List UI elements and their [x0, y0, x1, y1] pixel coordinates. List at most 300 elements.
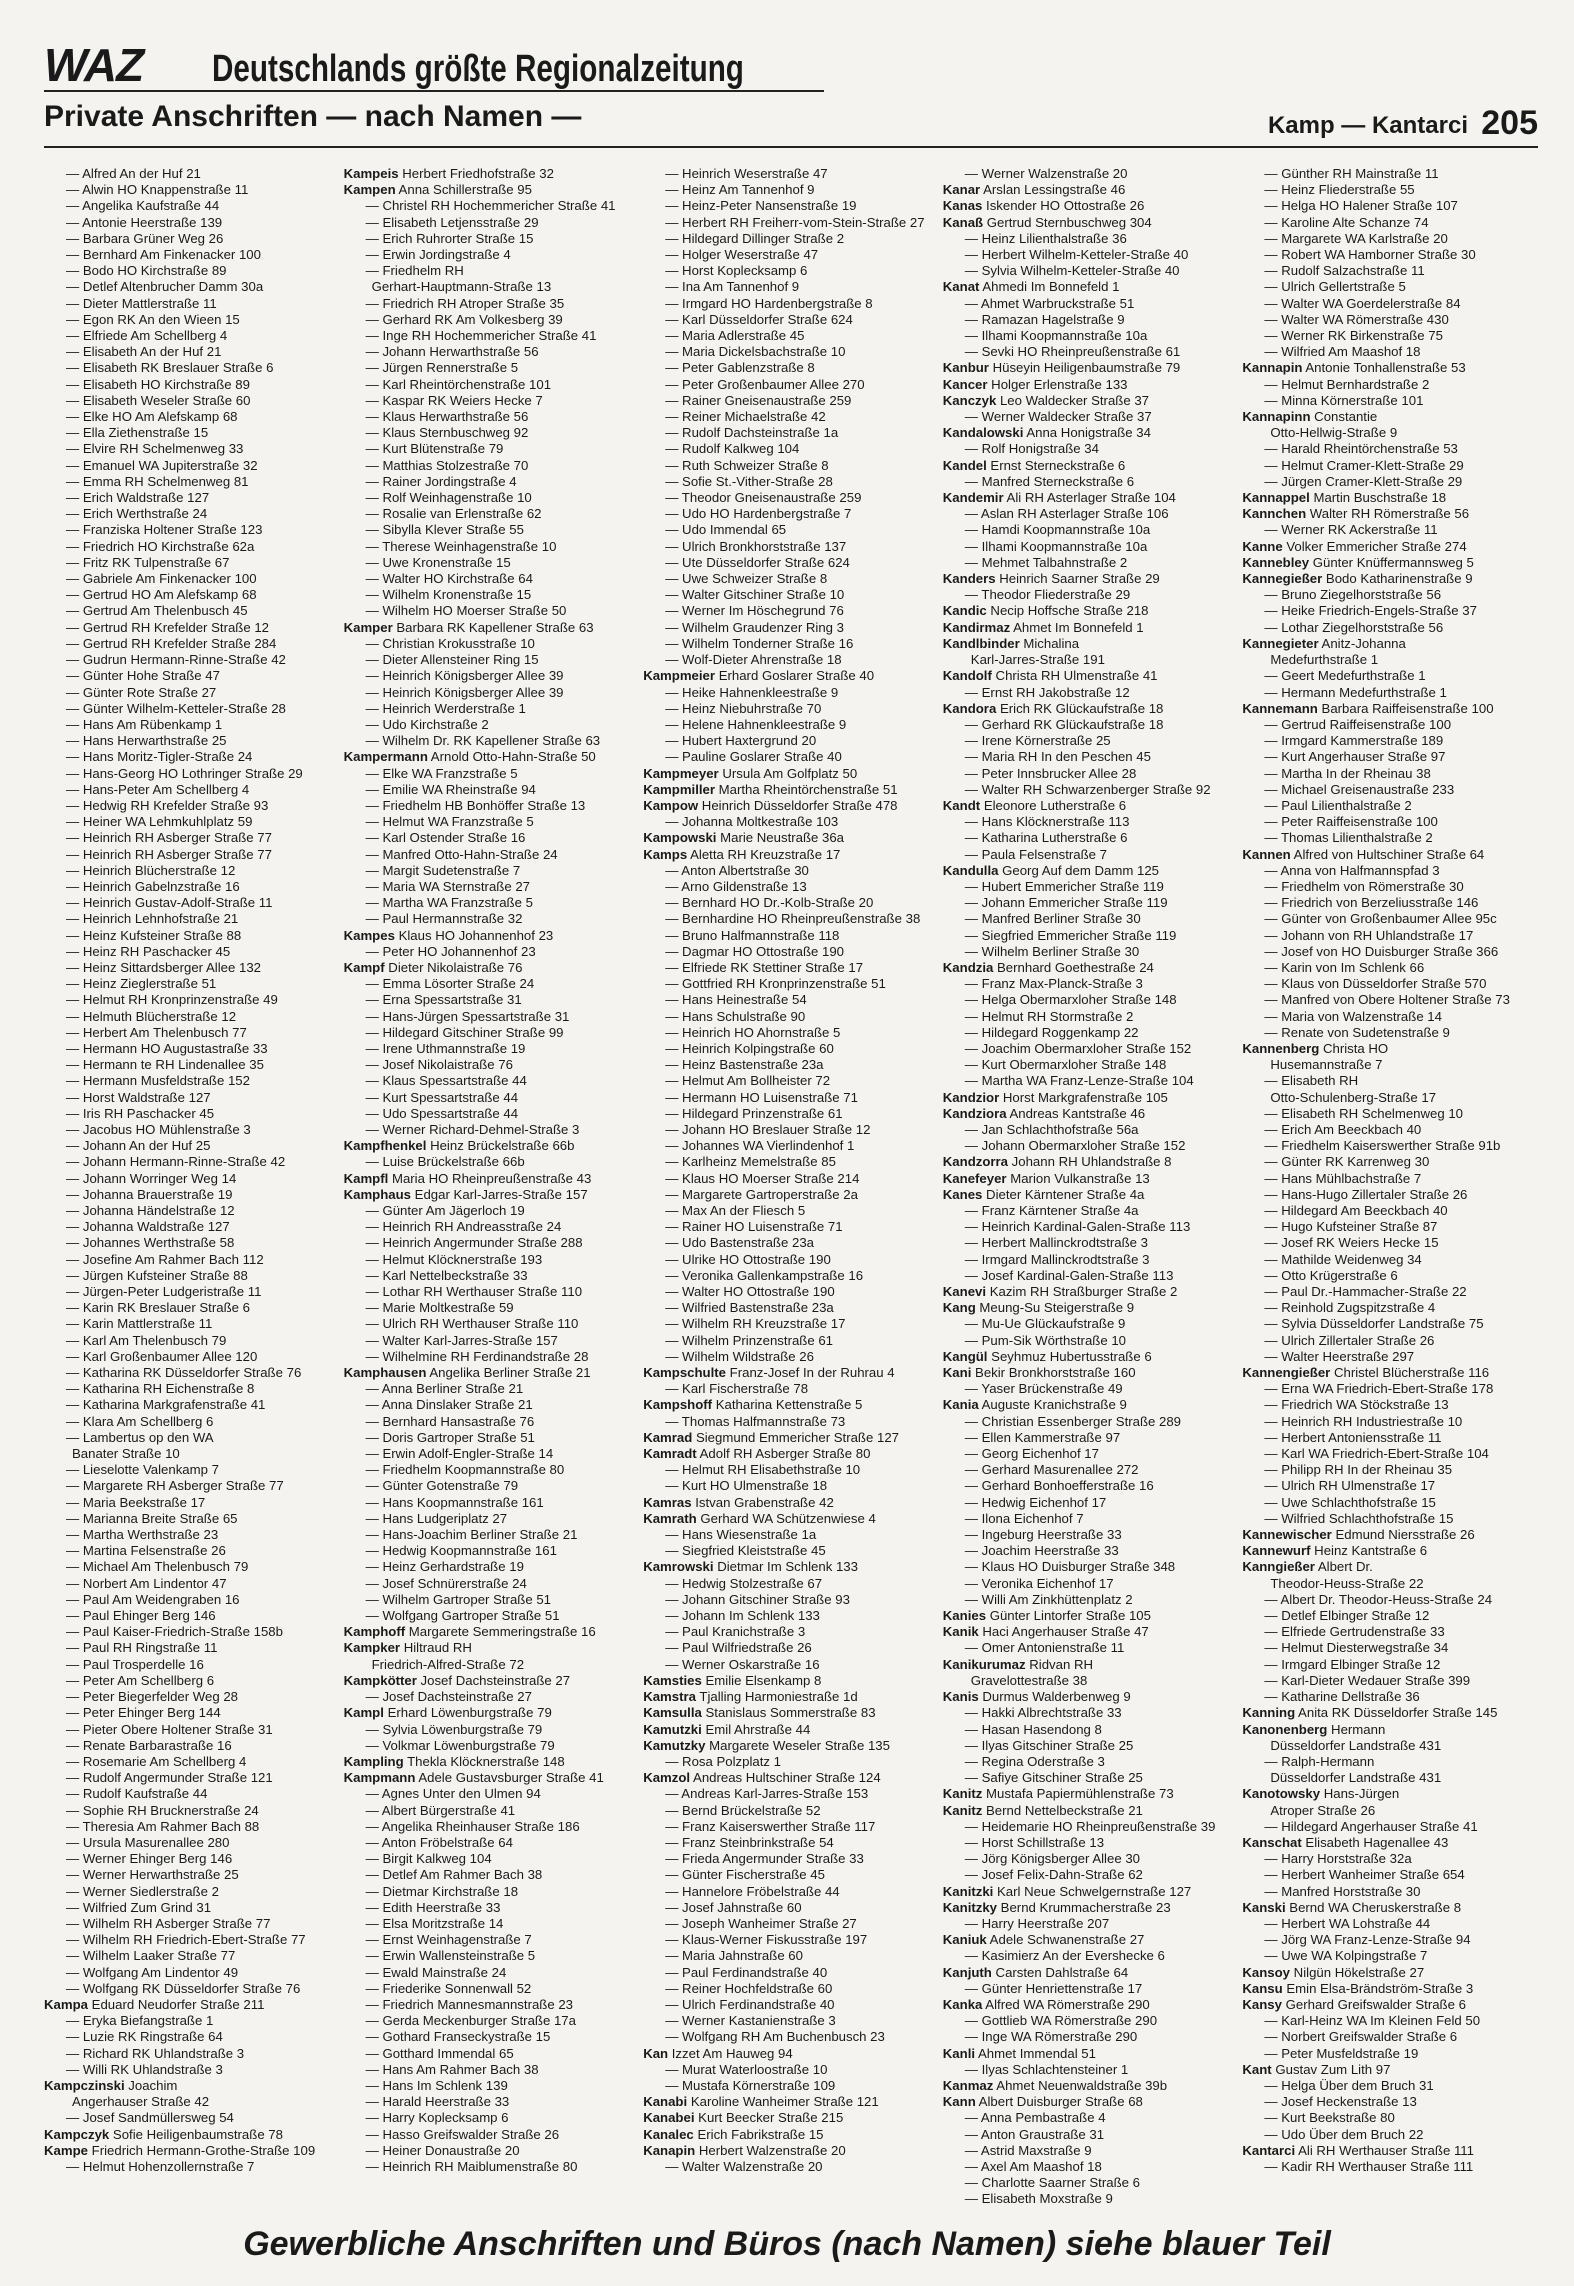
listing-entry: — Udo Bastenstraße 23a — [665, 1235, 814, 1251]
listing-entry: Kampe Friedrich Hermann-Grothe-Straße 109 — [44, 2142, 316, 2158]
listing-entry: — Karin RK Breslauer Straße 6 — [66, 1300, 250, 1316]
listing-entry: Kamps Aletta RH Kreuzstraße 17 — [643, 846, 841, 862]
listing-entry: Kamsulla Stanislaus Sommerstraße 83 — [643, 1705, 876, 1721]
listing-entry: — Josefine Am Rahmer Bach 112 — [66, 1251, 264, 1267]
listing-entry: — Günter RK Karrenweg 30 — [1264, 1154, 1430, 1170]
listing-entry: Kansu Emin Elsa-Brändström-Straße 3 — [1242, 1980, 1474, 1996]
listing-entry: — Gerhard Masurenallee 272 — [964, 1462, 1139, 1478]
listing-entry: — Detlef Elbinger Straße 12 — [1264, 1608, 1430, 1624]
listing-entry: — Johanna Waldstraße 127 — [66, 1219, 230, 1235]
listing-entry: — Max An der Fliesch 5 — [665, 1203, 806, 1218]
listing-entry: — Hermann HO Augustastraße 33 — [66, 1040, 268, 1056]
listing-entry: — Jörg WA Franz-Lenze-Straße 94 — [1264, 1932, 1471, 1948]
listing-entry: — Michael Greisenaustraße 233 — [1264, 781, 1455, 797]
listing-entry: — Hildegard Dillinger Straße 2 — [665, 230, 845, 246]
listing-entry: — Helmut Cramer-Klett-Straße 29 — [1264, 457, 1464, 473]
listing-entry: — Heinrich HO Ahornstraße 5 — [665, 1024, 841, 1040]
listing-entry: — Rainer Jordingstraße 4 — [365, 473, 517, 489]
listing-entry: Kannengießer Christel Blücherstraße 116 — [1242, 1365, 1490, 1381]
listing-entry: Kanat Ahmedi Im Bonnefeld 1 — [942, 279, 1120, 295]
listing-entry: — Helene Hahnenkleestraße 9 — [665, 716, 847, 732]
listing-entry: — Aslan RH Asterlager Straße 106 — [964, 506, 1169, 522]
listing-entry: — Hans-Joachim Berliner Straße 21 — [365, 1527, 578, 1543]
listing-entry: — Hans Klöcknerstraße 113 — [964, 814, 1130, 830]
listing-entry: — Helmuth Blücherstraße 12 — [66, 1008, 237, 1024]
listing-entry: — Barbara Grüner Weg 26 — [66, 230, 224, 246]
listing-entry: — Hermann HO Luisenstraße 71 — [665, 1089, 858, 1105]
listing-entry: — Helmut Am Bollheister 72 — [665, 1073, 831, 1089]
listing-entry: — Karin von Im Schlenk 66 — [1264, 959, 1425, 975]
listing-entry: Kamphaus Edgar Karl-Jarres-Straße 157 — [343, 1186, 588, 1202]
listing-entry: — Kadir RH Werthauser Straße 111 — [1264, 2158, 1474, 2174]
listing-entry: — Horst Waldstraße 127 — [66, 1089, 211, 1105]
listing-entry: — Luise Brückelstraße 66b — [365, 1154, 525, 1170]
listing-entry: — Gertrud Raiffeisenstraße 100 — [1264, 716, 1452, 732]
listing-entry: — Mathilde Weidenweg 34 — [1264, 1251, 1422, 1267]
listing-entry: — Detlef Altenbrucher Damm 30a — [66, 279, 264, 295]
listing-entry: — Hans-Jürgen Spessartstraße 31 — [365, 1008, 570, 1024]
listing-entry: — Karl-Heinz WA Im Kleinen Feld 50 — [1264, 2013, 1481, 2029]
listing-entry: Medefurthstraße 1 — [1270, 652, 1379, 668]
listing-entry: — Johanna Brauerstraße 19 — [66, 1186, 233, 1202]
listing-entry: — Edith Heerstraße 33 — [365, 1899, 501, 1915]
listing-entry: — Josef Sandmüllersweg 54 — [66, 2110, 234, 2126]
listing-entry: — Ingeburg Heerstraße 33 — [964, 1527, 1122, 1543]
listing-entry: Kannebley Günter Knüffermannsweg 5 — [1242, 554, 1474, 570]
listing-entry: — Heinrich Angermunder Straße 288 — [365, 1235, 583, 1251]
listing-entry: — Hubert Emmericher Straße 119 — [964, 878, 1164, 894]
listing-entry: — Herbert Wilhelm-Ketteler-Straße 40 — [964, 247, 1189, 263]
listing-entry: — Ulrich RH Werthauser Straße 110 — [365, 1316, 579, 1332]
listing-entry: Kanbur Hüseyin Heiligenbaumstraße 79 — [942, 360, 1181, 376]
listing-entry: — Marie Moltkestraße 59 — [365, 1300, 514, 1316]
listing-entry: — Johann Emmericher Straße 119 — [964, 895, 1168, 911]
listing-entry: — Ilhami Koopmannstraße 10a — [964, 328, 1148, 344]
listing-entry: — Siegfried Emmericher Straße 119 — [964, 927, 1177, 943]
listing-entry: — Ella Ziethenstraße 15 — [66, 425, 209, 441]
listing-entry: Kampow Heinrich Düsseldorfer Straße 478 — [643, 797, 898, 813]
listing-entry: — Theodor Fliederstraße 29 — [964, 587, 1131, 603]
listing-entry: — Wilfried Bastenstraße 23a — [665, 1300, 834, 1316]
listing-entry: — Elisabeth Moxstraße 9 — [964, 2191, 1113, 2207]
listing-entry: — Elisabeth Weseler Straße 60 — [66, 392, 251, 408]
listing-entry: — Helga Über dem Bruch 31 — [1264, 2077, 1434, 2093]
listing-entry: — Robert WA Hamborner Straße 30 — [1264, 247, 1476, 263]
listing-entry: — Heinrich Blücherstraße 12 — [66, 862, 236, 878]
listing-entry: Kamrad Siegmund Emmericher Straße 127 — [643, 1429, 899, 1445]
listing-entry: — Martha Werthstraße 23 — [66, 1527, 219, 1543]
listing-entry: — Therese Weinhagenstraße 10 — [365, 538, 557, 554]
listing-entry: — Werner Ehinger Berg 146 — [66, 1851, 233, 1867]
name-range: Kamp — Kantarci — [1267, 112, 1468, 139]
listing-entry: — Anton Fröbelstraße 64 — [365, 1834, 513, 1850]
listing-entry: — Jacobus HO Mühlenstraße 3 — [66, 1121, 251, 1137]
listing-entry: — Manfred Horststraße 30 — [1264, 1883, 1421, 1899]
listing-entry: — Gabriele Am Finkenacker 100 — [66, 571, 257, 587]
listing-entry: Kanitz Bernd Nettelbeckstraße 21 — [942, 1802, 1143, 1818]
listing-entry: — Heinrich RH Asberger Straße 77 — [66, 846, 272, 862]
listing-entry: — Herbert Antoniensstraße 11 — [1264, 1429, 1442, 1445]
listing-entry: — Heike Friedrich-Engels-Straße 37 — [1264, 603, 1477, 619]
listing-entry: — Peter Innsbrucker Allee 28 — [964, 765, 1137, 781]
listing-entry: — Werner Kastanienstraße 3 — [665, 2013, 836, 2029]
listing-entry: Kannchen Walter RH Römerstraße 56 — [1242, 506, 1470, 522]
listing-entry: Kampes Klaus HO Johannenhof 23 — [343, 927, 554, 943]
listing-entry: Kannewurf Heinz Kantstraße 6 — [1242, 1543, 1428, 1559]
listing-entry: — Heinz Niebuhrstraße 70 — [665, 700, 822, 716]
listing-entry: Kanjuth Carsten Dahlstraße 64 — [942, 1964, 1129, 1980]
listing-entry: — Gerda Meckenburger Straße 17a — [365, 2013, 576, 2029]
listing-entry: — Hans Am Rahmer Bach 38 — [365, 2061, 539, 2077]
listing-column — [344, 166, 640, 2196]
listing-entry: — Helmut RH Elisabethstraße 10 — [665, 1462, 861, 1478]
listing-entry: — Erich Waldstraße 127 — [66, 490, 210, 506]
listing-entry: Gerhart-Hauptmann-Straße 13 — [371, 279, 552, 295]
listing-entry: — Werner RK Birkenstraße 75 — [1264, 328, 1443, 344]
listing-entry: — Doris Gartroper Straße 51 — [365, 1429, 535, 1445]
listing-entry: — Friedrich Mannesmannstraße 23 — [365, 1996, 574, 2012]
listing-entry: — Ruth Schweizer Straße 8 — [665, 457, 829, 473]
listing-entry: — Bernhard Hansastraße 76 — [365, 1413, 535, 1429]
listing-entry: — Ramazan Hagelstraße 9 — [964, 311, 1125, 327]
listing-entry: — Axel Am Maashof 18 — [964, 2158, 1102, 2174]
listing-entry: Kampker Hiltraud RH — [343, 1640, 472, 1656]
listing-entry: Kamrowski Dietmar Im Schlenk 133 — [643, 1559, 858, 1575]
listing-entry: Kaniuk Adele Schwanenstraße 27 — [942, 1932, 1145, 1948]
listing-entry: — Rainer Gneisenaustraße 259 — [665, 392, 852, 408]
listing-entry: — Josef Heckenstraße 13 — [1264, 2094, 1417, 2110]
listing-entry: — Karlheinz Memelstraße 85 — [665, 1154, 836, 1170]
listing-entry: — Werner Richard-Dehmel-Straße 3 — [365, 1121, 580, 1137]
listing-entry: Kampen Anna Schillerstraße 95 — [343, 182, 532, 198]
listing-entry: Kanitz Mustafa Papiermühlenstraße 73 — [942, 1786, 1174, 1802]
listing-entry: Kanka Alfred WA Römerstraße 290 — [942, 1996, 1150, 2012]
listing-entry: — Bernd Brückelstraße 52 — [665, 1802, 821, 1818]
listing-entry: Kandolf Christa RH Ulmenstraße 41 — [942, 668, 1158, 684]
listing-entry: — Martha WA Franz-Lenze-Straße 104 — [964, 1073, 1194, 1089]
listing-entry: — Elisabeth An der Huf 21 — [66, 344, 222, 360]
listing-entry: — Sofie St.-Vither-Straße 28 — [665, 473, 833, 489]
listing-entry: — Hermann te RH Lindenallee 35 — [66, 1057, 264, 1073]
listing-entry: Kanne Volker Emmericher Straße 274 — [1242, 538, 1467, 554]
listing-entry: Kandzia Bernhard Goethestraße 24 — [942, 959, 1154, 975]
listing-entry: — Ahmet Warbruckstraße 51 — [964, 295, 1135, 311]
listing-entry: — Elisabeth RH — [1264, 1073, 1359, 1089]
listing-entry: — Katharina RH Eichenstraße 8 — [66, 1381, 255, 1397]
listing-entry: — Heinz Kufsteiner Straße 88 — [66, 927, 242, 943]
listing-entry: — Rosalie van Erlenstraße 62 — [365, 506, 542, 522]
listing-entry: — Hugo Kufsteiner Straße 87 — [1264, 1219, 1438, 1235]
listing-entry: Kanik Haci Angerhauser Straße 47 — [942, 1624, 1149, 1640]
listing-entry: Kanabi Karoline Wanheimer Straße 121 — [643, 2094, 879, 2110]
listing-entry: — Johann An der Huf 25 — [66, 1138, 211, 1154]
listing-entry: — Anna Dinslaker Straße 21 — [365, 1397, 533, 1413]
listing-entry: — Gotthard Immendal 65 — [365, 2045, 514, 2061]
listing-entry: Düsseldorfer Landstraße 431 — [1270, 1770, 1442, 1786]
listing-entry: — Hedwig Koopmannstraße 161 — [365, 1543, 557, 1559]
listing-entry: — Harry Koplecksamp 6 — [365, 2110, 509, 2126]
listing-entry: — Emanuel WA Jupiterstraße 32 — [66, 457, 258, 473]
listing-entry: — Werner Herwarthstraße 25 — [66, 1867, 239, 1883]
listing-entry: — Kurt Obermarxloher Straße 148 — [964, 1057, 1167, 1073]
listing-entry: — Renate von Sudetenstraße 9 — [1264, 1024, 1450, 1040]
listing-entry: — Wolfgang Gartroper Straße 51 — [365, 1608, 560, 1624]
listing-entry: — Hamdi Koopmannstraße 10a — [964, 522, 1151, 538]
listing-entry: — Harald Heerstraße 33 — [365, 2094, 510, 2110]
listing-entry: — Hermann Musfeldstraße 152 — [66, 1073, 250, 1089]
listing-entry: — Ulrich RH Ulmenstraße 17 — [1264, 1478, 1436, 1494]
listing-entry: — Joachim Obermarxloher Straße 152 — [964, 1040, 1192, 1056]
listing-entry: — Hedwig Eichenhof 17 — [964, 1494, 1107, 1510]
listing-entry: — Josef Schnürerstraße 24 — [365, 1575, 527, 1591]
listing-entry: Kampfhenkel Heinz Brückelstraße 66b — [343, 1138, 575, 1154]
listing-entry: — Reiner Hochfeldstraße 60 — [665, 1980, 833, 1996]
listing-entry: — Bruno Ziegelhorststraße 56 — [1264, 587, 1442, 603]
listing-entry: Kamphausen Angelika Berliner Straße 21 — [343, 1365, 591, 1381]
listing-entry: — Hakki Albrechtstraße 33 — [964, 1705, 1122, 1721]
listing-entry: — Wolf-Dieter Ahrenstraße 18 — [665, 652, 842, 668]
listing-entry: Kan Izzet Am Hauweg 94 — [643, 2045, 793, 2061]
listing-entry: — Kurt HO Ulmenstraße 18 — [665, 1478, 828, 1494]
listing-entry: — Erwin Wallensteinstraße 5 — [365, 1948, 536, 1964]
listing-entry: — Walter RH Schwarzenberger Straße 92 — [964, 781, 1211, 797]
listing-entry: — Paul Trosperdelle 16 — [66, 1656, 204, 1672]
listing-entry: — Helmut Klöcknerstraße 193 — [365, 1251, 543, 1267]
listing-entry: Kamrath Gerhard WA Schützenwiese 4 — [643, 1510, 876, 1526]
listing-column — [942, 166, 1239, 2207]
listing-entry: Kamutzky Margarete Weseler Straße 135 — [643, 1737, 890, 1753]
listing-entry: — Agnes Unter den Ulmen 94 — [365, 1786, 541, 1802]
listing-entry: — Veronika Eichenhof 17 — [964, 1575, 1114, 1591]
listing-entry: — Wilhelm Berliner Straße 30 — [964, 943, 1140, 959]
listing-entry: — Willi Am Zinkhüttenplatz 2 — [964, 1591, 1133, 1607]
listing-entry: — Ina Am Tannenhof 9 — [665, 279, 800, 295]
listing-entry: — Emilie WA Rheinstraße 94 — [365, 781, 536, 797]
listing-entry: Kanngießer Albert Dr. — [1242, 1559, 1373, 1575]
listing-entry: — Horst Koplecksamp 6 — [665, 263, 808, 279]
listing-entry: — Johannes WA Vierlindenhof 1 — [665, 1138, 855, 1154]
listing-entry: — Wolfgang Am Lindentor 49 — [66, 1964, 239, 1980]
listing-entry: — Heinz Gerhardstraße 19 — [365, 1559, 524, 1575]
listing-entry: — Karl Düsseldorfer Straße 624 — [665, 311, 853, 327]
footer-note: Gewerbliche Anschriften und Büros (nach Namen) siehe blauer Teil — [243, 2225, 1331, 2263]
listing-entry: — Udo Kirchstraße 2 — [365, 716, 489, 732]
listing-entry: — Marianna Breite Straße 65 — [66, 1510, 238, 1526]
listing-entry: — Anton Graustraße 31 — [964, 2126, 1105, 2142]
listing-entry: — Uwe WA Kolpingstraße 7 — [1264, 1948, 1428, 1964]
listing-entry: — Norbert Am Lindentor 47 — [66, 1575, 227, 1591]
listing-entry: — Friedrich RH Atroper Straße 35 — [365, 295, 565, 311]
listing-entry: — Kurt Blütenstraße 79 — [365, 441, 504, 457]
listing-entry: — Hildegard Angerhauser Straße 41 — [1264, 1818, 1478, 1834]
listing-entry: — Gottfried RH Kronprinzenstraße 51 — [665, 976, 886, 992]
listing-entry: — Ilona Eichenhof 7 — [964, 1510, 1084, 1526]
listing-entry: — Heinz-Peter Nansenstraße 19 — [665, 198, 857, 214]
listing-entry: — Ulrike HO Ottostraße 190 — [665, 1251, 831, 1267]
listing-entry: — Walter HO Kirchstraße 64 — [365, 571, 533, 587]
listing-entry: — Angelika Rheinhauser Straße 186 — [365, 1818, 580, 1834]
listing-entry: — Friedhelm RH — [365, 263, 464, 279]
listing-entry: — Hans-Peter Am Schellberg 4 — [66, 781, 250, 797]
listing-entry: — Murat Waterloostraße 10 — [665, 2061, 828, 2077]
listing-entry: — Martina Felsenstraße 26 — [66, 1543, 226, 1559]
listing-entry: — Elisabeth RK Breslauer Straße 6 — [66, 360, 274, 376]
listing-entry: — Sylvia Löwenburgstraße 79 — [365, 1721, 543, 1737]
listing-entry: — Erich Am Beeckbach 40 — [1264, 1121, 1422, 1137]
listing-entry: — Karl Nettelbeckstraße 33 — [365, 1267, 528, 1283]
listing-entry: — Lothar RH Werthauser Straße 110 — [365, 1284, 583, 1300]
listing-entry: — Johann Gitschiner Straße 93 — [665, 1591, 850, 1607]
listing-entry: — Helmut RH Stormstraße 2 — [964, 1008, 1134, 1024]
listing-entry: — Mu-Ue Glückaufstraße 9 — [964, 1316, 1126, 1332]
listing-entry: — Klaus Spessartstraße 44 — [365, 1073, 527, 1089]
listing-entry: — Renate Barbarastraße 16 — [66, 1737, 232, 1753]
listing-entry: Kansoy Nilgün Hökelstraße 27 — [1242, 1964, 1425, 1980]
listing-entry: — Erwin Adolf-Engler-Straße 14 — [365, 1446, 554, 1462]
listing-entry: Gravelottestraße 38 — [970, 1672, 1088, 1688]
listing-entry: — Matthias Stolzestraße 70 — [365, 457, 529, 473]
directory-listing — [44, 166, 1538, 2207]
listing-entry: — Peter Biegerfelder Weg 28 — [66, 1689, 239, 1705]
listing-entry: — Jörg Königsberger Allee 30 — [964, 1851, 1140, 1867]
listing-entry: — Albert Bürgerstraße 41 — [365, 1802, 516, 1818]
listing-entry: — Rolf Honigstraße 34 — [964, 441, 1099, 457]
listing-entry: — Karl Fischerstraße 78 — [665, 1381, 809, 1397]
listing-entry: — Paul Dr.-Hammacher-Straße 22 — [1264, 1284, 1467, 1300]
listing-entry: — Paul Kranichstraße 3 — [665, 1624, 806, 1640]
listing-entry: — Charlotte Saarner Straße 6 — [964, 2175, 1140, 2191]
listing-entry: — Ralph-Hermann — [1264, 1753, 1375, 1769]
listing-entry: Kandalowski Anna Honigstraße 34 — [942, 425, 1151, 441]
listing-entry: Kandzior Horst Markgrafenstraße 105 — [942, 1089, 1168, 1105]
listing-entry: Kanis Durmus Walderbenweg 9 — [942, 1689, 1131, 1705]
listing-entry: — Inge WA Römerstraße 290 — [964, 2029, 1138, 2045]
listing-entry: Kampkötter Josef Dachsteinstraße 27 — [343, 1672, 571, 1688]
listing-entry: Kancer Holger Erlenstraße 133 — [942, 376, 1128, 392]
listing-entry: — Klaus-Werner Fiskusstraße 197 — [665, 1932, 868, 1948]
listing-entry: — Maria Dickelsbachstraße 10 — [665, 344, 846, 360]
listing-entry: — Josef Dachsteinstraße 27 — [365, 1689, 532, 1705]
listing-entry: — Karl-Dieter Wedauer Straße 399 — [1264, 1672, 1471, 1688]
listing-entry: — Heinrich Königsberger Allee 39 — [365, 684, 564, 700]
listing-entry: — Fritz RK Tulpenstraße 67 — [66, 554, 230, 570]
listing-entry: — Günter Fischerstraße 45 — [665, 1867, 825, 1883]
listing-entry: — Irmgard HO Hardenbergstraße 8 — [665, 295, 873, 311]
listing-entry: Kandzorra Johann RH Uhlandstraße 8 — [942, 1154, 1172, 1170]
listing-entry: Kani Bekir Bronkhorststraße 160 — [942, 1365, 1136, 1381]
listing-entry: Kandora Erich RK Glückaufstraße 18 — [942, 700, 1164, 716]
listing-entry: — Heinrich RH Maiblumenstraße 80 — [365, 2158, 578, 2174]
listing-entry: — Dieter Allensteiner Ring 15 — [365, 652, 539, 668]
listing-entry: — Wilhelm Laaker Straße 77 — [66, 1948, 236, 1964]
listing-entry: — Lothar Ziegelhorststraße 56 — [1264, 619, 1444, 635]
listing-entry: Kamper Barbara RK Kapellener Straße 63 — [343, 619, 594, 635]
listing-entry: — Irene Körnerstraße 25 — [964, 733, 1111, 749]
listing-entry: — Anna Berliner Straße 21 — [365, 1381, 524, 1397]
listing-entry: — Peter Gablenzstraße 8 — [665, 360, 815, 376]
listing-entry: — Thomas Halfmannstraße 73 — [665, 1413, 846, 1429]
listing-entry: Kangül Seyhmuz Hubertusstraße 6 — [942, 1348, 1152, 1364]
listing-entry: — Wilhelm Wildstraße 26 — [665, 1348, 814, 1364]
listing-entry: — Franz Kärntener Straße 4a — [964, 1203, 1139, 1218]
listing-entry: Kanefeyer Marion Vulkanstraße 13 — [942, 1170, 1150, 1186]
listing-entry: — Rolf Weinhagenstraße 10 — [365, 490, 532, 506]
listing-entry: — Katharine Dellstraße 36 — [1264, 1689, 1420, 1705]
listing-entry: — Klaus von Düsseldorfer Straße 570 — [1264, 976, 1487, 992]
listing-entry: — Gertrud Am Thelenbusch 45 — [66, 603, 248, 619]
listing-entry: — Margarete Gartroperstraße 2a — [665, 1186, 858, 1202]
listing-entry: — Karoline Alte Schanze 74 — [1264, 214, 1429, 230]
listing-entry: — Heinrich RH Andreasstraße 24 — [365, 1219, 562, 1235]
listing-entry: — Ernst Weinhagenstraße 7 — [365, 1932, 532, 1948]
listing-entry: — Hedwig Stolzestraße 67 — [665, 1575, 823, 1591]
listing-entry: — Uwe Schweizer Straße 8 — [665, 571, 828, 587]
listing-entry: Kandel Ernst Sterneckstraße 6 — [942, 457, 1126, 473]
listing-entry: Kannapin Antonie Tonhallenstraße 53 — [1242, 360, 1466, 376]
listing-entry: — Walter WA Römerstraße 430 — [1264, 311, 1449, 327]
listing-column — [643, 166, 939, 2196]
listing-entry: Atroper Straße 26 — [1270, 1802, 1376, 1818]
listing-entry: — Kaspar RK Weiers Hecke 7 — [365, 392, 543, 408]
listing-entry: — Heinz Am Tannenhof 9 — [665, 182, 815, 198]
listing-entry: — Johann Herwarthstraße 56 — [365, 344, 539, 360]
listing-entry: — Elsa Moritzstraße 14 — [365, 1915, 504, 1931]
listing-entry: — Ewald Mainstraße 24 — [365, 1964, 507, 1980]
listing-entry: — Gudrun Hermann-Rinne-Straße 42 — [66, 652, 286, 668]
listing-entry: Kandt Eleonore Lutherstraße 6 — [942, 797, 1127, 813]
listing-entry: — Paul Ehinger Berg 146 — [66, 1608, 216, 1624]
listing-entry: — Günter Am Jägerloch 19 — [365, 1203, 525, 1218]
listing-entry: — Hildegard Gitschiner Straße 99 — [365, 1024, 564, 1040]
listing-entry: — Maria Jahnstraße 60 — [665, 1948, 803, 1964]
listing-entry: — Mehmet Talbahnstraße 2 — [964, 554, 1128, 570]
listing-entry: Kang Meung-Su Steigerstraße 9 — [942, 1300, 1135, 1316]
listing-entry: Kampshoff Katharina Kettenstraße 5 — [643, 1397, 863, 1413]
listing-entry: — Wilhelm HO Moerser Straße 50 — [365, 603, 567, 619]
listing-entry: Kampeis Herbert Friedhofstraße 32 — [343, 166, 554, 181]
listing-entry: — Pum-Sik Wörthstraße 10 — [964, 1332, 1126, 1348]
listing-entry: Kamutzki Emil Ahrstraße 44 — [643, 1721, 811, 1737]
listing-entry: — Friederike Sonnenwall 52 — [365, 1980, 532, 1996]
listing-entry: Kanevi Kazim RH Straßburger Straße 2 — [942, 1284, 1178, 1300]
listing-entry: — Peter Musfeldstraße 19 — [1264, 2045, 1419, 2061]
listing-entry: — Heinz Sittardsberger Allee 132 — [66, 959, 261, 975]
listing-entry: — Johanna Händelstraße 12 — [66, 1203, 235, 1218]
listing-entry: — Heinz RH Paschacker 45 — [66, 943, 231, 959]
listing-entry: Kannegieter Anitz-Johanna — [1242, 635, 1406, 651]
listing-entry: — Friedhelm Kaiserswerther Straße 91b — [1264, 1138, 1501, 1154]
listing-entry: — Irene Uthmannstraße 19 — [365, 1040, 526, 1056]
listing-entry: Otto-Schulenberg-Straße 17 — [1270, 1089, 1437, 1105]
listing-entry: — Anna Pembastraße 4 — [964, 2110, 1106, 2126]
listing-entry: — Günter Henriettenstraße 17 — [964, 1980, 1143, 1996]
listing-entry: — Johann von RH Uhlandstraße 17 — [1264, 927, 1474, 943]
listing-entry: — Helmut Hohenzollernstraße 7 — [66, 2158, 255, 2174]
section-title: Private Anschriften — nach Namen — — [44, 100, 582, 133]
listing-entry: — Maria RH In den Peschen 45 — [964, 749, 1151, 765]
listing-entry: Kamphoff Margarete Semmeringstraße 16 — [343, 1624, 596, 1640]
listing-entry: Friedrich-Alfred-Straße 72 — [371, 1656, 525, 1672]
listing-entry: — Friedrich HO Kirchstraße 62a — [66, 538, 255, 554]
listing-entry: Kanaß Gertrud Sternbuschweg 304 — [942, 214, 1152, 230]
listing-entry: — Irmgard Kammerstraße 189 — [1264, 733, 1444, 749]
listing-entry: Kannemann Barbara Raiffeisenstraße 100 — [1242, 700, 1494, 716]
listing-entry: — Sylvia Wilhelm-Ketteler-Straße 40 — [964, 263, 1180, 279]
listing-entry: Kanski Bernd WA Cheruskerstraße 8 — [1242, 1899, 1462, 1915]
listing-entry: — Veronika Gallenkampstraße 16 — [665, 1267, 864, 1283]
listing-entry: — Margarete WA Karlstraße 20 — [1264, 230, 1448, 246]
listing-entry: — Michael Am Thelenbusch 79 — [66, 1559, 249, 1575]
